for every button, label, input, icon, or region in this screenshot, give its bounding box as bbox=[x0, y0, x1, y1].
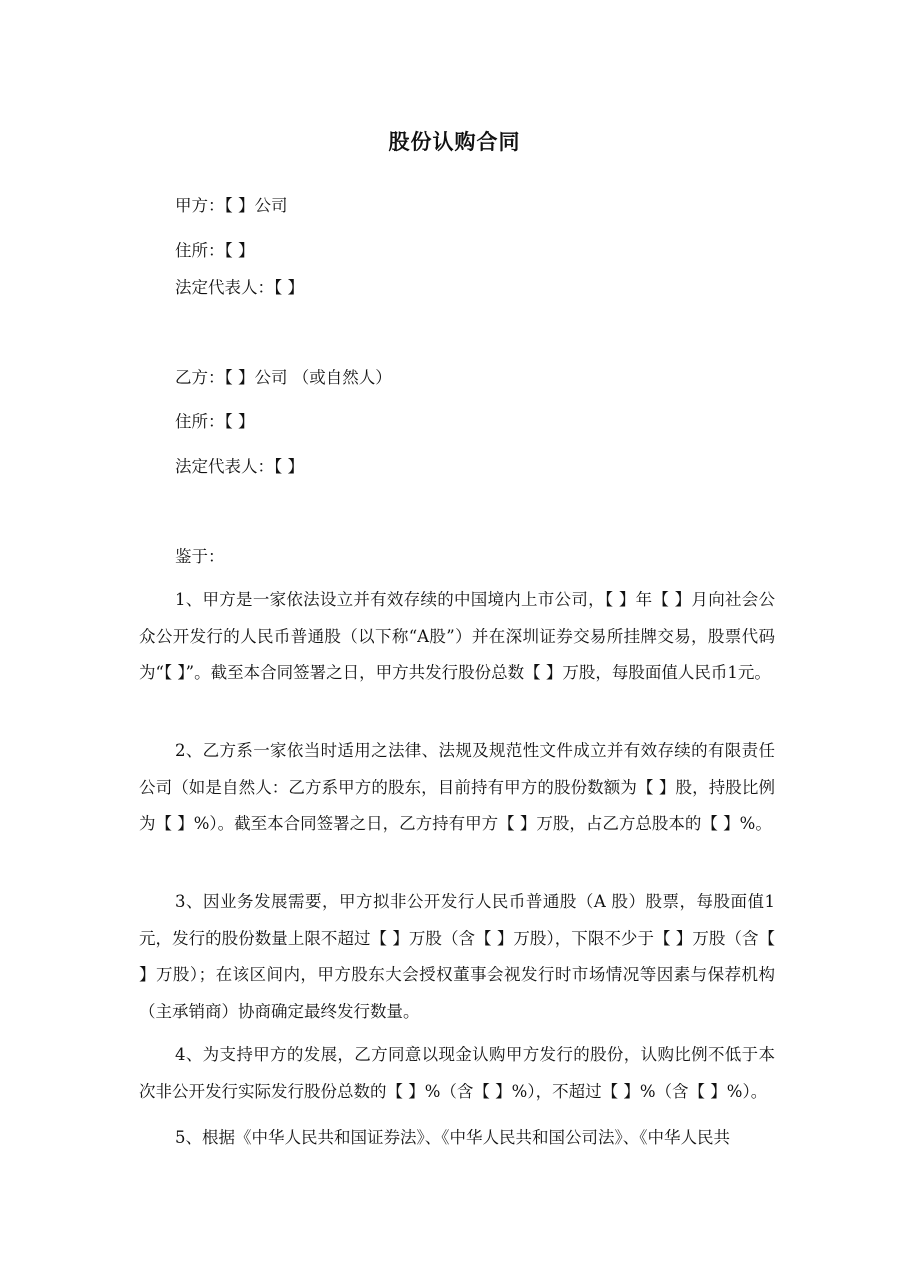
party-a-address: 住所：【 】 bbox=[175, 241, 255, 260]
clause-3: 3、因业务发展需要，甲方拟非公开发行人民币普通股（A 股）股票，每股面值1元，发行的股份数量上限不超过【 】万股（含【 】万股），下限不少于【 】万股（含【 】万股）；在该区间内，甲方股东大会授权董事会视发行时市场情况等因素与保荐机构（主承销商）协商确定最终发行数量。 bbox=[139, 892, 775, 1021]
clause-1: 1、甲方是一家依法设立并有效存续的中国境内上市公司，【 】年【 】月向社会公众公开发行的人民币普通股（以下称“A股”）并在深圳证券交易所挂牌交易，股票代码为“【 】”。截至本合同签署之日，甲方共发行股份总数【 】万股，每股面值人民币1元。 bbox=[139, 590, 775, 682]
clause-4: 4、为支持甲方的发展，乙方同意以现金认购甲方发行的股份，认购比例不低于本次非公开发行实际发行股份总数的【 】%（含【 】%），不超过【 】%（含【 】%）。 bbox=[139, 1045, 775, 1101]
document-title: 股份认购合同 bbox=[388, 129, 521, 154]
party-b-name: 乙方：【 】公司 （或自然人） bbox=[175, 368, 392, 387]
party-b-address: 住所：【 】 bbox=[175, 412, 255, 431]
clause-5: 5、根据《中华人民共和国证券法》、《中华人民共和国公司法》、《中华人民共 bbox=[175, 1128, 730, 1147]
whereas-label: 鉴于： bbox=[175, 547, 225, 566]
party-a-representative: 法定代表人：【 】 bbox=[175, 278, 304, 297]
party-a-name: 甲方：【 】公司 bbox=[175, 196, 288, 215]
party-b-representative: 法定代表人：【 】 bbox=[175, 457, 304, 476]
clause-2: 2、乙方系一家依当时适用之法律、法规及规范性文件成立并有效存续的有限责任公司（如是自然人：乙方系甲方的股东，目前持有甲方的股份数额为【 】股，持股比例为【 】%）。截至本合同签署之日，乙方持有甲方【 】万股，占乙方总股本的【 】%。 bbox=[139, 741, 775, 833]
